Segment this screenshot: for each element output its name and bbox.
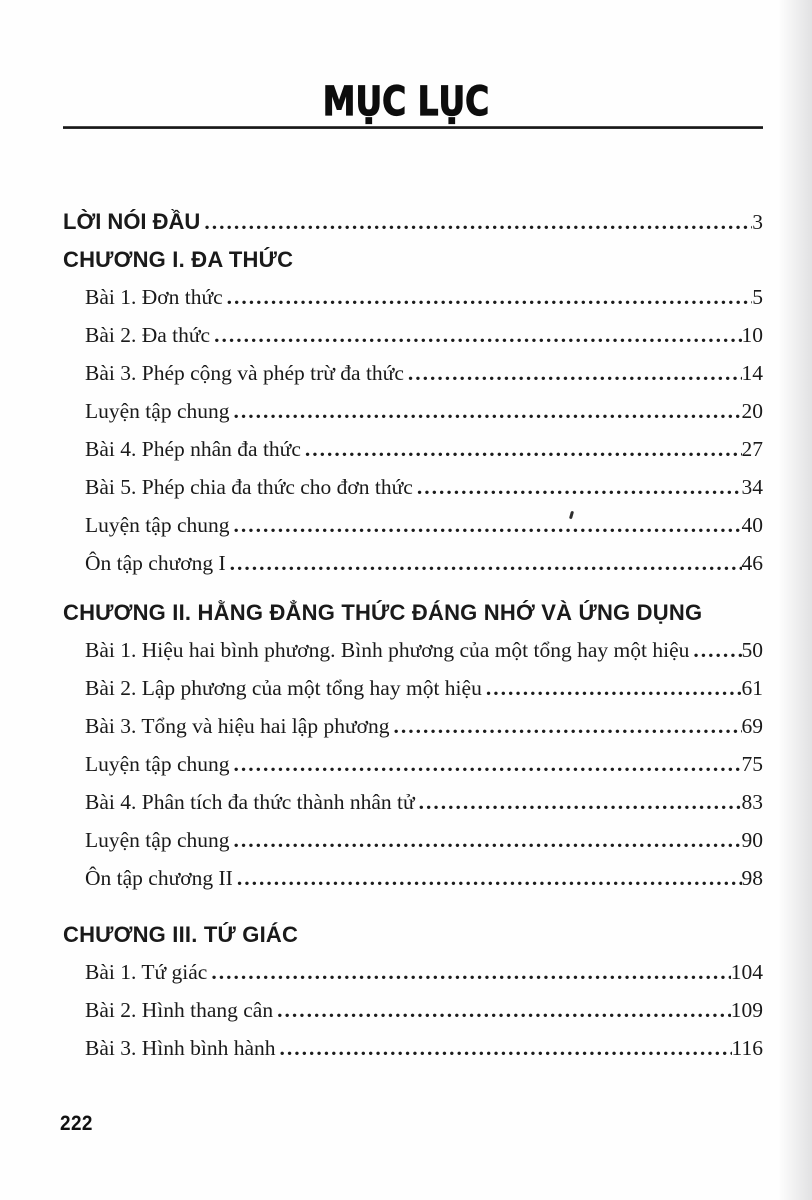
entry-page-number: 69 xyxy=(741,714,763,738)
entry-label: Bài 4. Phân tích đa thức thành nhân tử xyxy=(85,790,415,814)
entry-label: Bài 4. Phép nhân đa thức xyxy=(85,437,301,461)
dot-leader xyxy=(234,752,742,779)
entry-label: Bài 2. Đa thức xyxy=(85,323,211,347)
entry-page-number: 98 xyxy=(741,866,763,890)
page-title: MỤC LỤC xyxy=(322,79,490,125)
entry-label: Bài 3. Tổng và hiệu hai lập phương xyxy=(85,714,390,738)
toc-entry xyxy=(63,866,763,891)
entry-label: Luyện tập chung xyxy=(85,513,230,537)
toc-entry xyxy=(63,960,763,985)
toc-entry xyxy=(63,638,763,663)
toc-entry xyxy=(63,828,763,853)
page-header xyxy=(0,0,812,129)
entry-page-number: 116 xyxy=(731,1036,763,1060)
dot-leader xyxy=(234,828,742,855)
dot-leader xyxy=(280,1036,732,1063)
toc-entry xyxy=(63,399,763,424)
entry-page-number: 3 xyxy=(752,210,763,234)
toc-entry xyxy=(63,790,763,815)
toc-entry xyxy=(63,323,763,348)
dot-leader xyxy=(204,210,752,237)
dot-leader xyxy=(234,513,742,540)
entry-label: Bài 2. Hình thang cân xyxy=(85,998,274,1022)
entry-label: Luyện tập chung xyxy=(85,399,230,423)
entry-page-number: 20 xyxy=(741,399,763,423)
entry-page-number: 14 xyxy=(741,361,763,385)
toc-entry xyxy=(63,475,763,500)
toc-entry xyxy=(63,676,763,701)
entry-page-number: 10 xyxy=(741,323,763,347)
toc-entry xyxy=(63,361,763,386)
dot-leader xyxy=(211,960,730,987)
toc-entry xyxy=(63,437,763,462)
dot-leader xyxy=(230,551,742,578)
entry-label: Bài 1. Tứ giác xyxy=(85,960,208,984)
dot-leader xyxy=(227,285,753,312)
toc-list xyxy=(0,129,812,1061)
entry-page-number: 75 xyxy=(741,752,763,776)
dot-leader xyxy=(305,437,742,464)
entry-label: Luyện tập chung xyxy=(85,752,230,776)
chapter-heading: CHƯƠNG II. HẰNG ĐẲNG THỨC ĐÁNG NHỚ VÀ ỨNG DỤNG xyxy=(63,600,703,625)
dot-leader xyxy=(237,866,742,893)
entry-label: Bài 1. Hiệu hai bình phương. Bình phương của một tổng hay một hiệu xyxy=(85,638,690,662)
chapter-heading: CHƯƠNG I. ĐA THỨC xyxy=(63,247,294,272)
dot-leader xyxy=(214,323,741,350)
toc-entry-front-matter xyxy=(63,209,763,234)
toc-entry xyxy=(63,998,763,1023)
dot-leader xyxy=(419,790,742,817)
entry-label: Bài 3. Phép cộng và phép trừ đa thức xyxy=(85,361,404,385)
toc-entry xyxy=(63,1036,763,1061)
toc-section-chapter-3 xyxy=(63,922,763,1061)
entry-page-number: 61 xyxy=(741,676,763,700)
entry-page-number: 46 xyxy=(741,551,763,575)
entry-label: Bài 3. Hình bình hành xyxy=(85,1036,276,1060)
entry-label: Bài 2. Lập phương của một tổng hay một hiệu xyxy=(85,676,482,700)
entry-label: Luyện tập chung xyxy=(85,828,230,852)
dot-leader xyxy=(277,998,731,1025)
toc-entry xyxy=(63,513,763,538)
dot-leader xyxy=(393,714,741,741)
chapter-heading: CHƯƠNG III. TỨ GIÁC xyxy=(63,922,299,947)
entry-page-number: 27 xyxy=(741,437,763,461)
toc-entry xyxy=(63,285,763,310)
entry-page-number: 5 xyxy=(752,285,763,309)
toc-entry xyxy=(63,714,763,739)
dot-leader xyxy=(408,361,742,388)
dot-leader xyxy=(417,475,742,502)
toc-section-chapter-2 xyxy=(63,600,763,891)
entry-label: LỜI NÓI ĐẦU xyxy=(63,209,201,234)
entry-page-number: 109 xyxy=(730,998,763,1022)
dot-leader xyxy=(234,399,742,426)
toc-entry xyxy=(63,551,763,576)
toc-entry xyxy=(63,752,763,777)
toc-section-chapter-1 xyxy=(63,247,763,576)
entry-label: Ôn tập chương I xyxy=(85,551,226,575)
dot-leader xyxy=(693,638,741,665)
entry-page-number: 50 xyxy=(741,638,763,662)
entry-page-number: 90 xyxy=(741,828,763,852)
entry-label: Ôn tập chương II xyxy=(85,866,233,890)
entry-label: Bài 5. Phép chia đa thức cho đơn thức xyxy=(85,475,413,499)
book-page-number: 222 xyxy=(60,1112,93,1135)
entry-label: Bài 1. Đơn thức xyxy=(85,285,223,309)
entry-page-number: 34 xyxy=(741,475,763,499)
entry-page-number: 83 xyxy=(741,790,763,814)
entry-page-number: 104 xyxy=(730,960,763,984)
entry-page-number: 40 xyxy=(741,513,763,537)
dot-leader xyxy=(486,676,742,703)
